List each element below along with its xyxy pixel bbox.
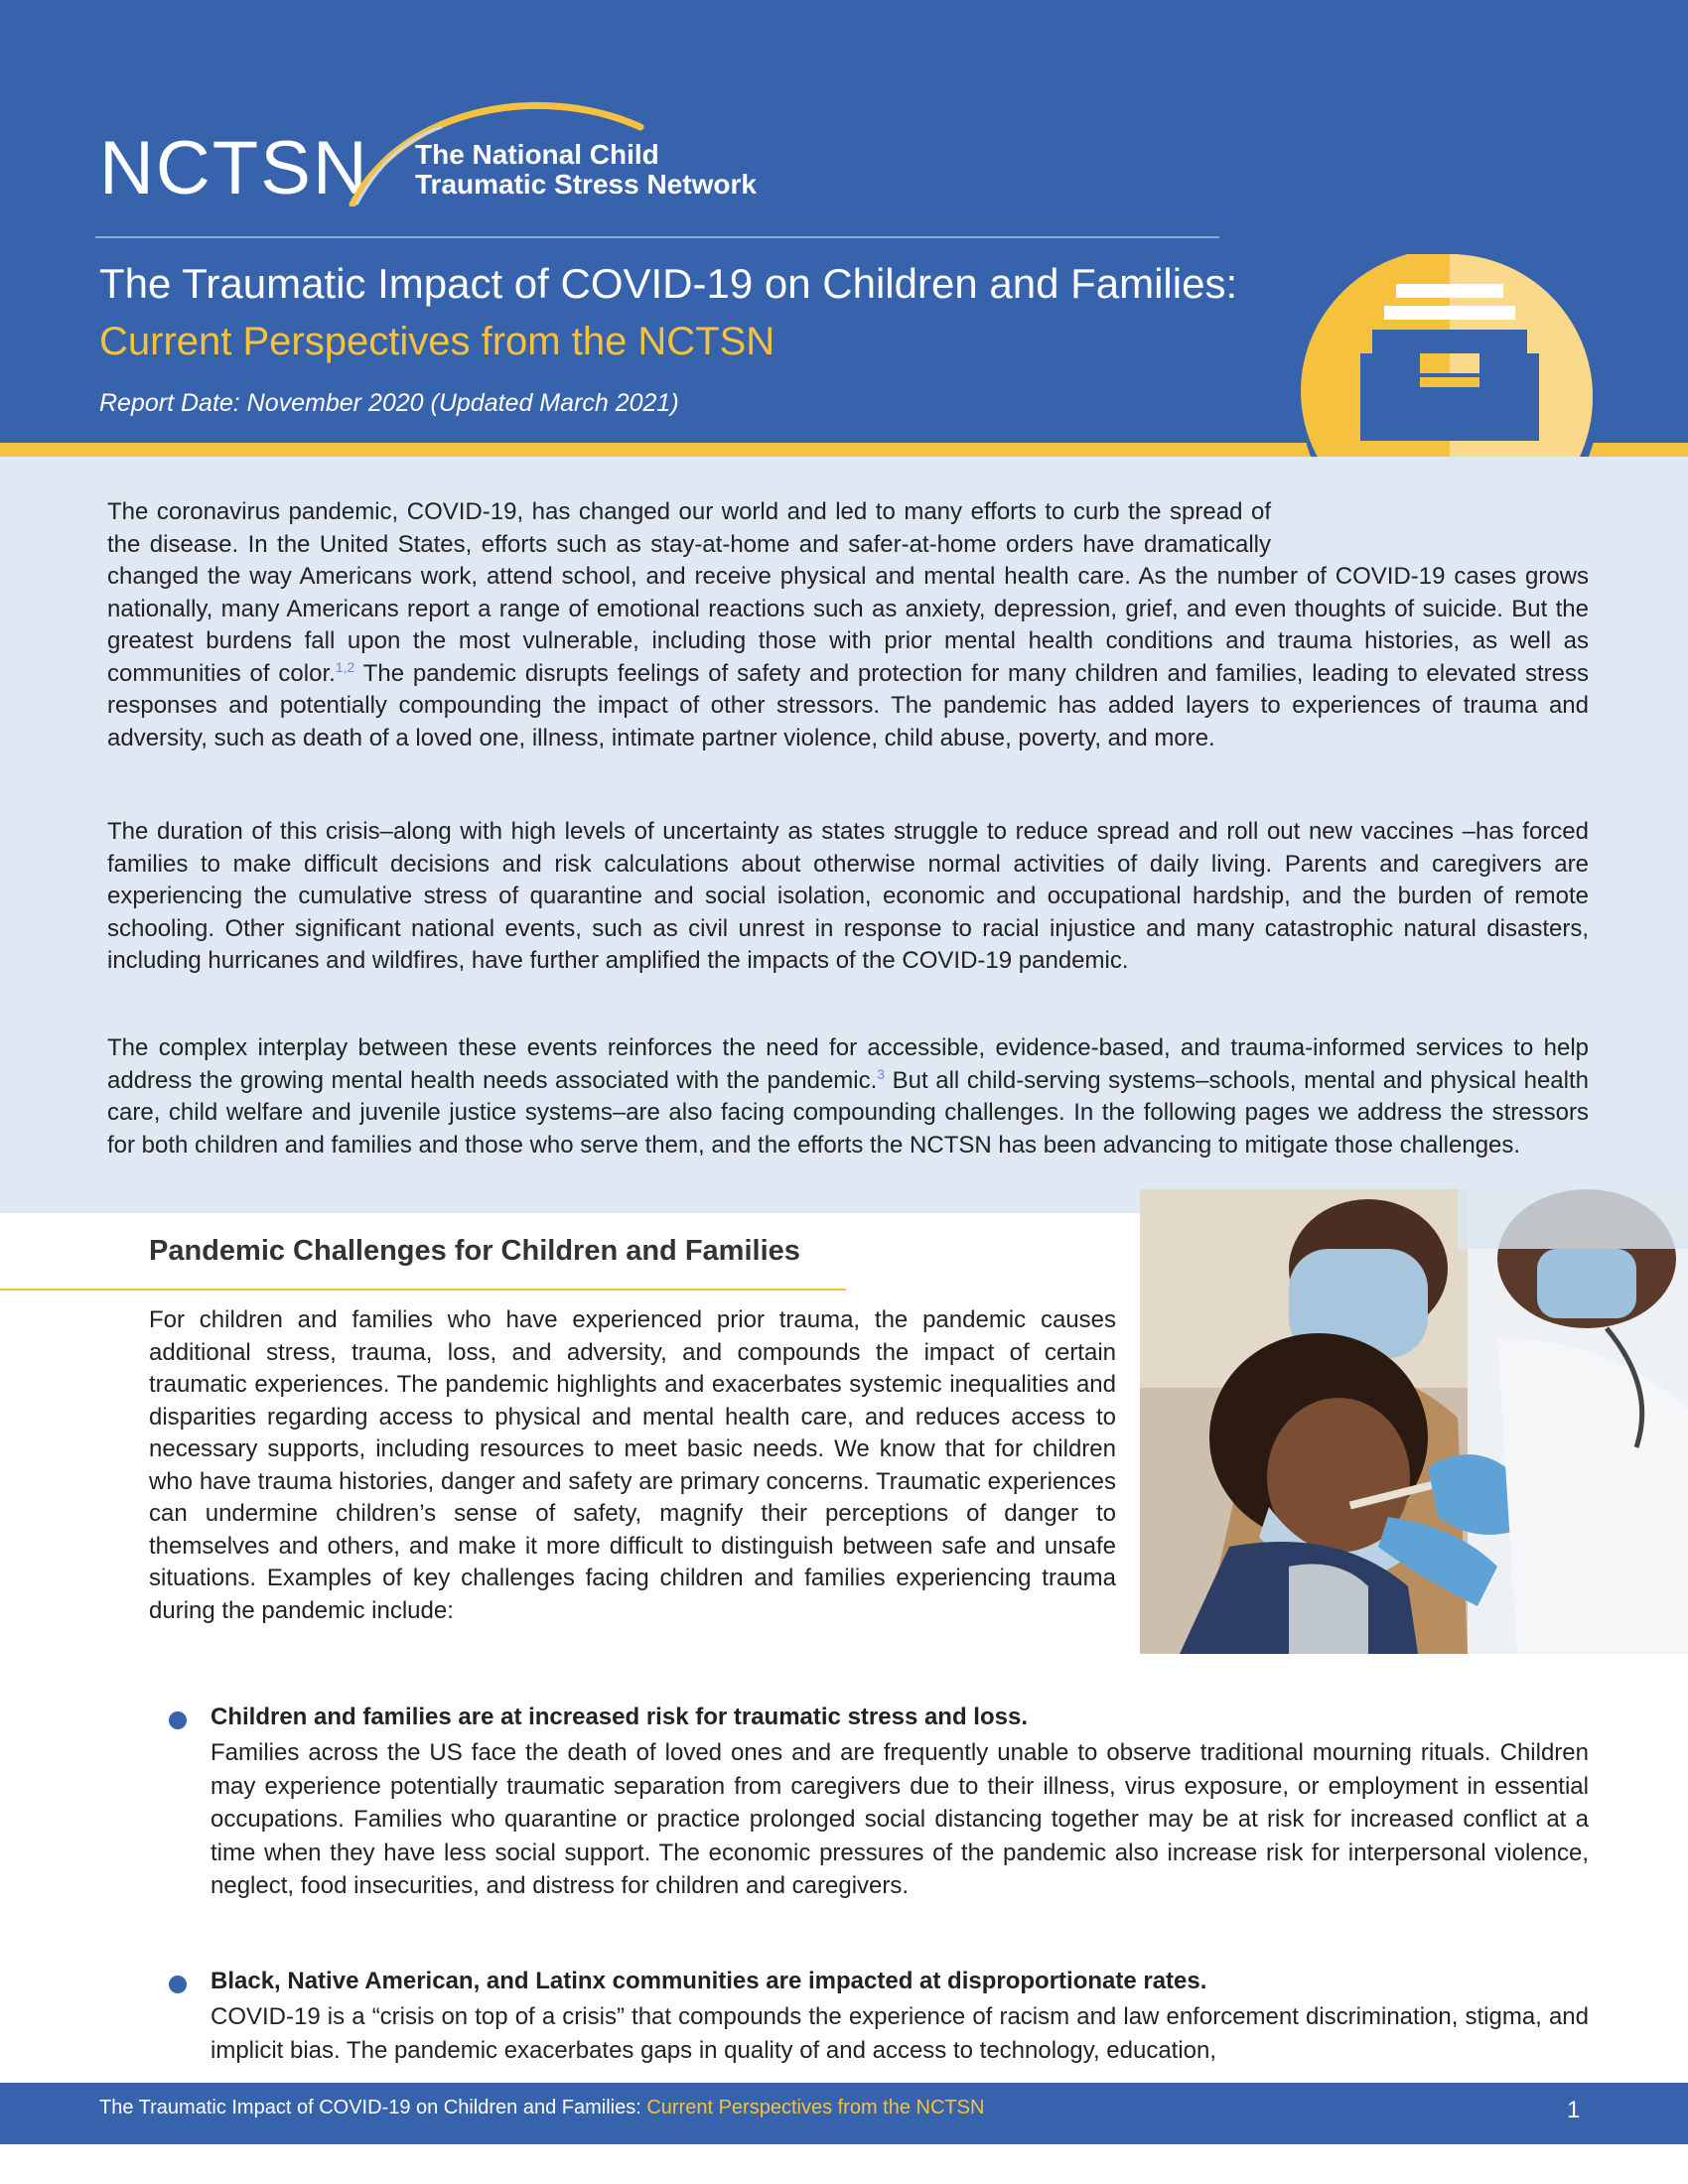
intro-paragraph-1-text: The coronavirus pandemic, COVID-19, has changed our world and led to many efforts to curb the spread of the disease. In the United States, efforts such as stay-at-home and safer-at-home orders have dramatically changed the way Americans work, attend school, and receive physical and mental health care. As the number of COVID-19 cases grows nationally, many Americans report a range of emotional reactions such as anxiety, depression, grief, and even thoughts of suicide. But the greatest burdens fall upon the most vulnerable, including those with prior mental health conditions and trauma histories, as well as communities of color.: [107, 498, 1589, 687]
bullet-body: Families across the US face the death of loved ones and are frequently unable to observe traditional mourning rituals. Children may experience potentially traumatic separation from caregivers due to their illness, virus exposure, or employment in essential occupations. Families who quarantine or practice prolonged social distancing together may be at risk for increased conflict at a time when they have less social support. The economic pressures of the pandemic also increase risk for interpersonal violence, neglect, food insecurities, and distress for children and caregivers.: [211, 1739, 1589, 1899]
logo-line-2: Traumatic Stress Network: [415, 169, 757, 200]
footnote-ref[interactable]: 3: [877, 1065, 886, 1082]
footer-title-text: The Traumatic Impact of COVID-19 on Children and Families:: [99, 2097, 647, 2118]
logo-line-1: The National Child: [415, 139, 659, 170]
child-covid-test-photo: [1140, 1189, 1688, 1654]
logo-divider: [95, 236, 1219, 238]
intro-paragraph-3-text-cont: But all child-serving systems–schools, mental and physical health care, child welfare and juvenile justice systems–are also facing compounding challenges. In the following pages we address the stressors for both children and families and those who serve them, and the efforts the NCTSN has been advancing to mitigate those challenges.: [107, 1066, 1589, 1159]
section-body: For children and families who have experienced prior trauma, the pandemic causes additional stress, trauma, loss, and adversity, and compounds the impact of certain traumatic experiences. The pandemic highlights and exacerbates systemic inequalities and disparities regarding access to physical and mental health care, and reduces access to necessary supports, including resources to meet basic needs. We know that for children who have trauma histories, danger and safety are primary concerns. Traumatic experiences can undermine children’s sense of safety, magnify their perceptions of danger to themselves and others, and make it more difficult to distinguish between safe and unsafe situations. Examples of key challenges facing children and families experiencing trauma during the pandemic include:: [149, 1306, 1116, 1624]
report-date: Report Date: November 2020 (Updated March 2021): [99, 389, 679, 417]
intro-paragraph-1: [107, 496, 1589, 754]
badge-wrap-spacer: [1271, 496, 1589, 560]
bullet-heading: Children and families are at increased risk for traumatic stress and loss.: [211, 1704, 1028, 1730]
logo-wordmark: NCTSN: [99, 126, 369, 210]
bullet-dot-icon: [169, 1711, 187, 1729]
intro-paragraph-3-text: The complex interplay between these events reinforces the need for accessible, evidence-based, and trauma-informed services to help address the growing mental health needs associated with the pandemic.: [107, 1034, 1589, 1094]
intro-paragraph-2: The duration of this crisis–along with high levels of uncertainty as states struggle to reduce spread and roll out new vaccines –has forced families to make difficult decisions and risk calculations about otherwise normal activities of daily living. Parents and caregivers are experiencing the cumulative stress of quarantine and social isolation, economic and occupational hardship, and the burden of remote schooling. Other significant national events, such as civil unrest in response to racial injustice and many catastrophic natural disasters, including hurricanes and wildfires, have further amplified the impacts of the COVID-19 pandemic.: [107, 818, 1589, 974]
footnote-ref[interactable]: 1,2: [335, 658, 355, 675]
page-number: 1: [1567, 2097, 1581, 2123]
intro-paragraph-3: [107, 1032, 1589, 1161]
page-title: The Traumatic Impact of COVID-19 on Children and Families:: [99, 260, 1238, 307]
footer-title: [99, 2097, 984, 2119]
footer-title-accent: Current Perspectives from the NCTSN: [646, 2097, 985, 2118]
bullet-heading: Black, Native American, and Latinx communities are impacted at disproportionate rates.: [211, 1968, 1207, 1994]
bullet-dot-icon: [169, 1976, 187, 1993]
section-gold-rule: [0, 1289, 846, 1291]
section-heading: Pandemic Challenges for Children and Families: [149, 1235, 800, 1267]
intro-paragraph-1-text-cont: The pandemic disrupts feelings of safety and protection for many children and families, leading to elevated stress responses and potentially compounding the impact of other stressors. The pandemic has added layers to experiences of trauma and adversity, such as death of a loved one, illness, intimate partner violence, child abuse, poverty, and more.: [107, 659, 1589, 751]
page-subtitle: Current Perspectives from the NCTSN: [99, 320, 775, 363]
bullet-body: COVID-19 is a “crisis on top of a crisis” that compounds the experience of racism and law enforcement discrimination, stigma, and implicit bias. The pandemic exacerbates gaps in quality of and access to technology, education,: [211, 2003, 1589, 2064]
